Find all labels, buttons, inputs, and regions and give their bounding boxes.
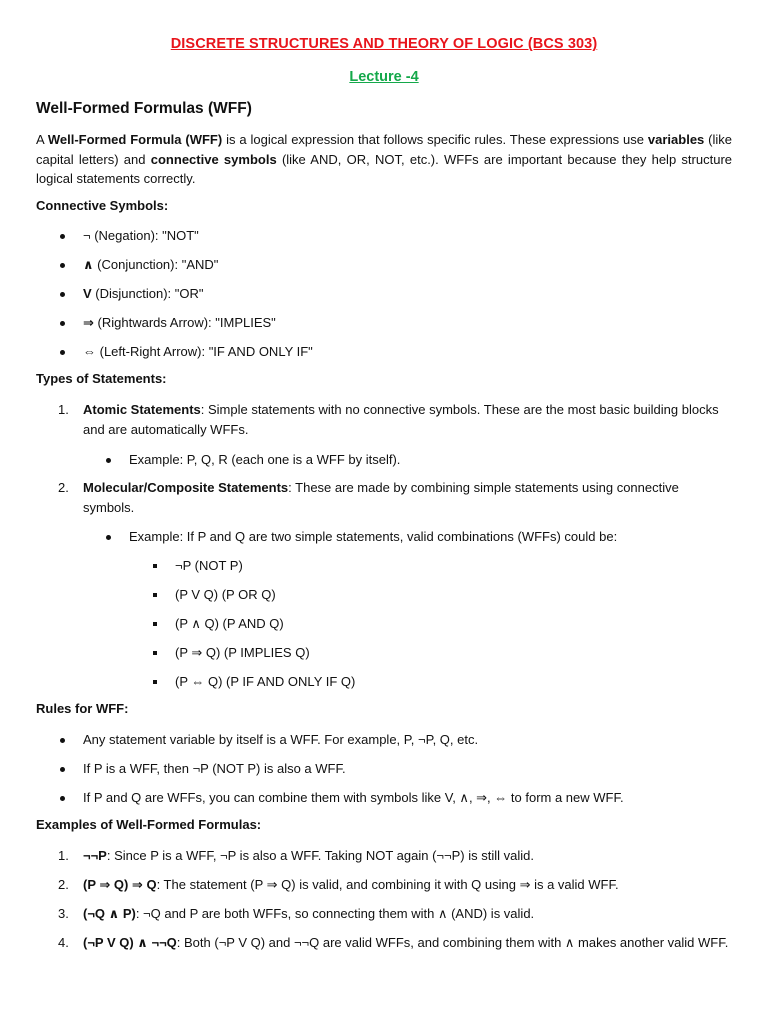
type-item-molecular [58, 478, 732, 517]
connective-label: (Disjunction): "OR" [91, 286, 204, 301]
example-item [58, 933, 732, 953]
connective-symbol: ⇔ [83, 344, 96, 359]
combination-item [175, 614, 284, 634]
example-item [58, 904, 732, 924]
combination-text: (P V Q) (P OR Q) [175, 587, 276, 602]
example-explanation: : ¬Q and P are both WFFs, so connecting them with ∧ (AND) is valid. [135, 906, 535, 921]
connective-label: (Conjunction): "AND" [93, 257, 219, 272]
example-explanation: : The statement (P ⇒ Q) is valid, and combining it with Q using ⇒ is a valid WFF. [156, 877, 619, 892]
combination-text: (P ⇔ Q) (P IF AND ONLY IF Q) [175, 674, 356, 689]
bullet-icon [60, 738, 65, 743]
list-number: 2. [58, 877, 69, 892]
intro-bold-term: Well-Formed Formula (WFF) [47, 132, 223, 147]
connective-item [83, 313, 276, 333]
bullet-icon [60, 292, 65, 297]
document-title: DISCRETE STRUCTURES AND THEORY OF LOGIC (BCS 303) [170, 36, 598, 52]
list-number: 1. [58, 402, 69, 417]
connective-symbol: ∧ [83, 257, 94, 272]
example-text: Example: P, Q, R (each one is a WFF by itself). [129, 452, 401, 467]
list-number: 3. [58, 906, 69, 921]
square-bullet-icon [153, 564, 157, 568]
rule-item [83, 759, 346, 779]
connective-item [83, 255, 218, 275]
combination-text: (P ∧ Q) (P AND Q) [175, 616, 284, 631]
combination-text: (P ⇒ Q) (P IMPLIES Q) [175, 645, 310, 660]
combination-item [175, 672, 355, 692]
combination-item [175, 585, 276, 605]
rule-text: If P is a WFF, then ¬P (NOT P) is also a WFF. [83, 761, 346, 776]
rule-text: If P and Q are WFFs, you can combine them with symbols like V, ∧, ⇒, ⇔ to form a new WFF. [83, 790, 624, 805]
combination-item [175, 643, 310, 663]
square-bullet-icon [153, 622, 157, 626]
example-explanation: : Both (¬P V Q) and ¬¬Q are valid WFFs, and combining them with ∧ makes another valid WFF. [176, 935, 729, 950]
intro-text: (like capital letters) and [36, 132, 732, 167]
bullet-icon [60, 263, 65, 268]
type-term: Atomic Statements [83, 402, 201, 417]
connective-symbol: ¬ [83, 228, 91, 243]
list-number: 2. [58, 480, 69, 495]
type-term: Molecular/Composite Statements [83, 480, 289, 495]
list-number: 4. [58, 935, 69, 950]
type-description: : These are made by combining simple statements using connective symbols. [83, 480, 679, 515]
lecture-number: Lecture -4 [349, 69, 419, 85]
examples-heading: Examples of Well-Formed Formulas: [36, 817, 262, 832]
connective-label: (Left-Right Arrow): "IF AND ONLY IF" [96, 344, 313, 359]
connective-label: (Rightwards Arrow): "IMPLIES" [93, 315, 276, 330]
bullet-icon [60, 321, 65, 326]
bullet-icon [106, 535, 111, 540]
intro-paragraph [36, 130, 732, 189]
example-formula: (¬P V Q) ∧ ¬¬Q [83, 935, 177, 950]
bullet-icon [60, 796, 65, 801]
connective-symbol: ⇒ [83, 315, 94, 330]
square-bullet-icon [153, 680, 157, 684]
intro-bold-term: variables [647, 132, 705, 147]
rule-item [83, 730, 478, 750]
connective-item [83, 342, 313, 362]
example-item [58, 846, 732, 866]
connective-symbol: V [83, 286, 92, 301]
bullet-icon [60, 767, 65, 772]
example-formula: (P ⇒ Q) ⇒ Q [83, 877, 157, 892]
list-number: 1. [58, 848, 69, 863]
bullet-icon [60, 350, 65, 355]
square-bullet-icon [153, 593, 157, 597]
intro-bold-term: connective symbols [150, 151, 277, 167]
example-item [58, 875, 732, 895]
type-example [129, 450, 400, 470]
connective-label: (Negation): "NOT" [90, 228, 199, 243]
example-formula: ¬¬P [83, 848, 107, 863]
types-heading: Types of Statements: [36, 371, 167, 386]
rule-item [83, 788, 624, 808]
bullet-icon [60, 234, 65, 239]
example-text: Example: If P and Q are two simple statements, valid combinations (WFFs) could be: [129, 529, 618, 544]
connective-heading: Connective Symbols: [36, 198, 169, 213]
connective-item [83, 226, 199, 246]
rules-heading: Rules for WFF: [36, 701, 129, 716]
type-example [129, 527, 617, 547]
rule-text: Any statement variable by itself is a WFF. For example, P, ¬P, Q, etc. [83, 732, 479, 747]
type-item-atomic [58, 400, 732, 439]
combination-text: ¬P (NOT P) [175, 558, 243, 573]
combination-item [175, 556, 243, 576]
square-bullet-icon [153, 651, 157, 655]
intro-text: (like AND, OR, NOT, etc.). WFFs are important because they help structure logical statements correctly. [36, 151, 733, 186]
intro-text: A [36, 132, 48, 147]
section-heading: Well-Formed Formulas (WFF) [36, 100, 252, 117]
example-explanation: : Since P is a WFF, ¬P is also a WFF. Taking NOT again (¬¬P) is still valid. [106, 848, 534, 863]
type-description: : Simple statements with no connective symbols. These are the most basic building blocks and are automatically WFFs. [83, 402, 719, 437]
connective-item [83, 284, 203, 304]
intro-text: is a logical expression that follows specific rules. These expressions use [222, 132, 648, 147]
bullet-icon [106, 458, 111, 463]
example-formula: (¬Q ∧ P) [83, 906, 136, 921]
